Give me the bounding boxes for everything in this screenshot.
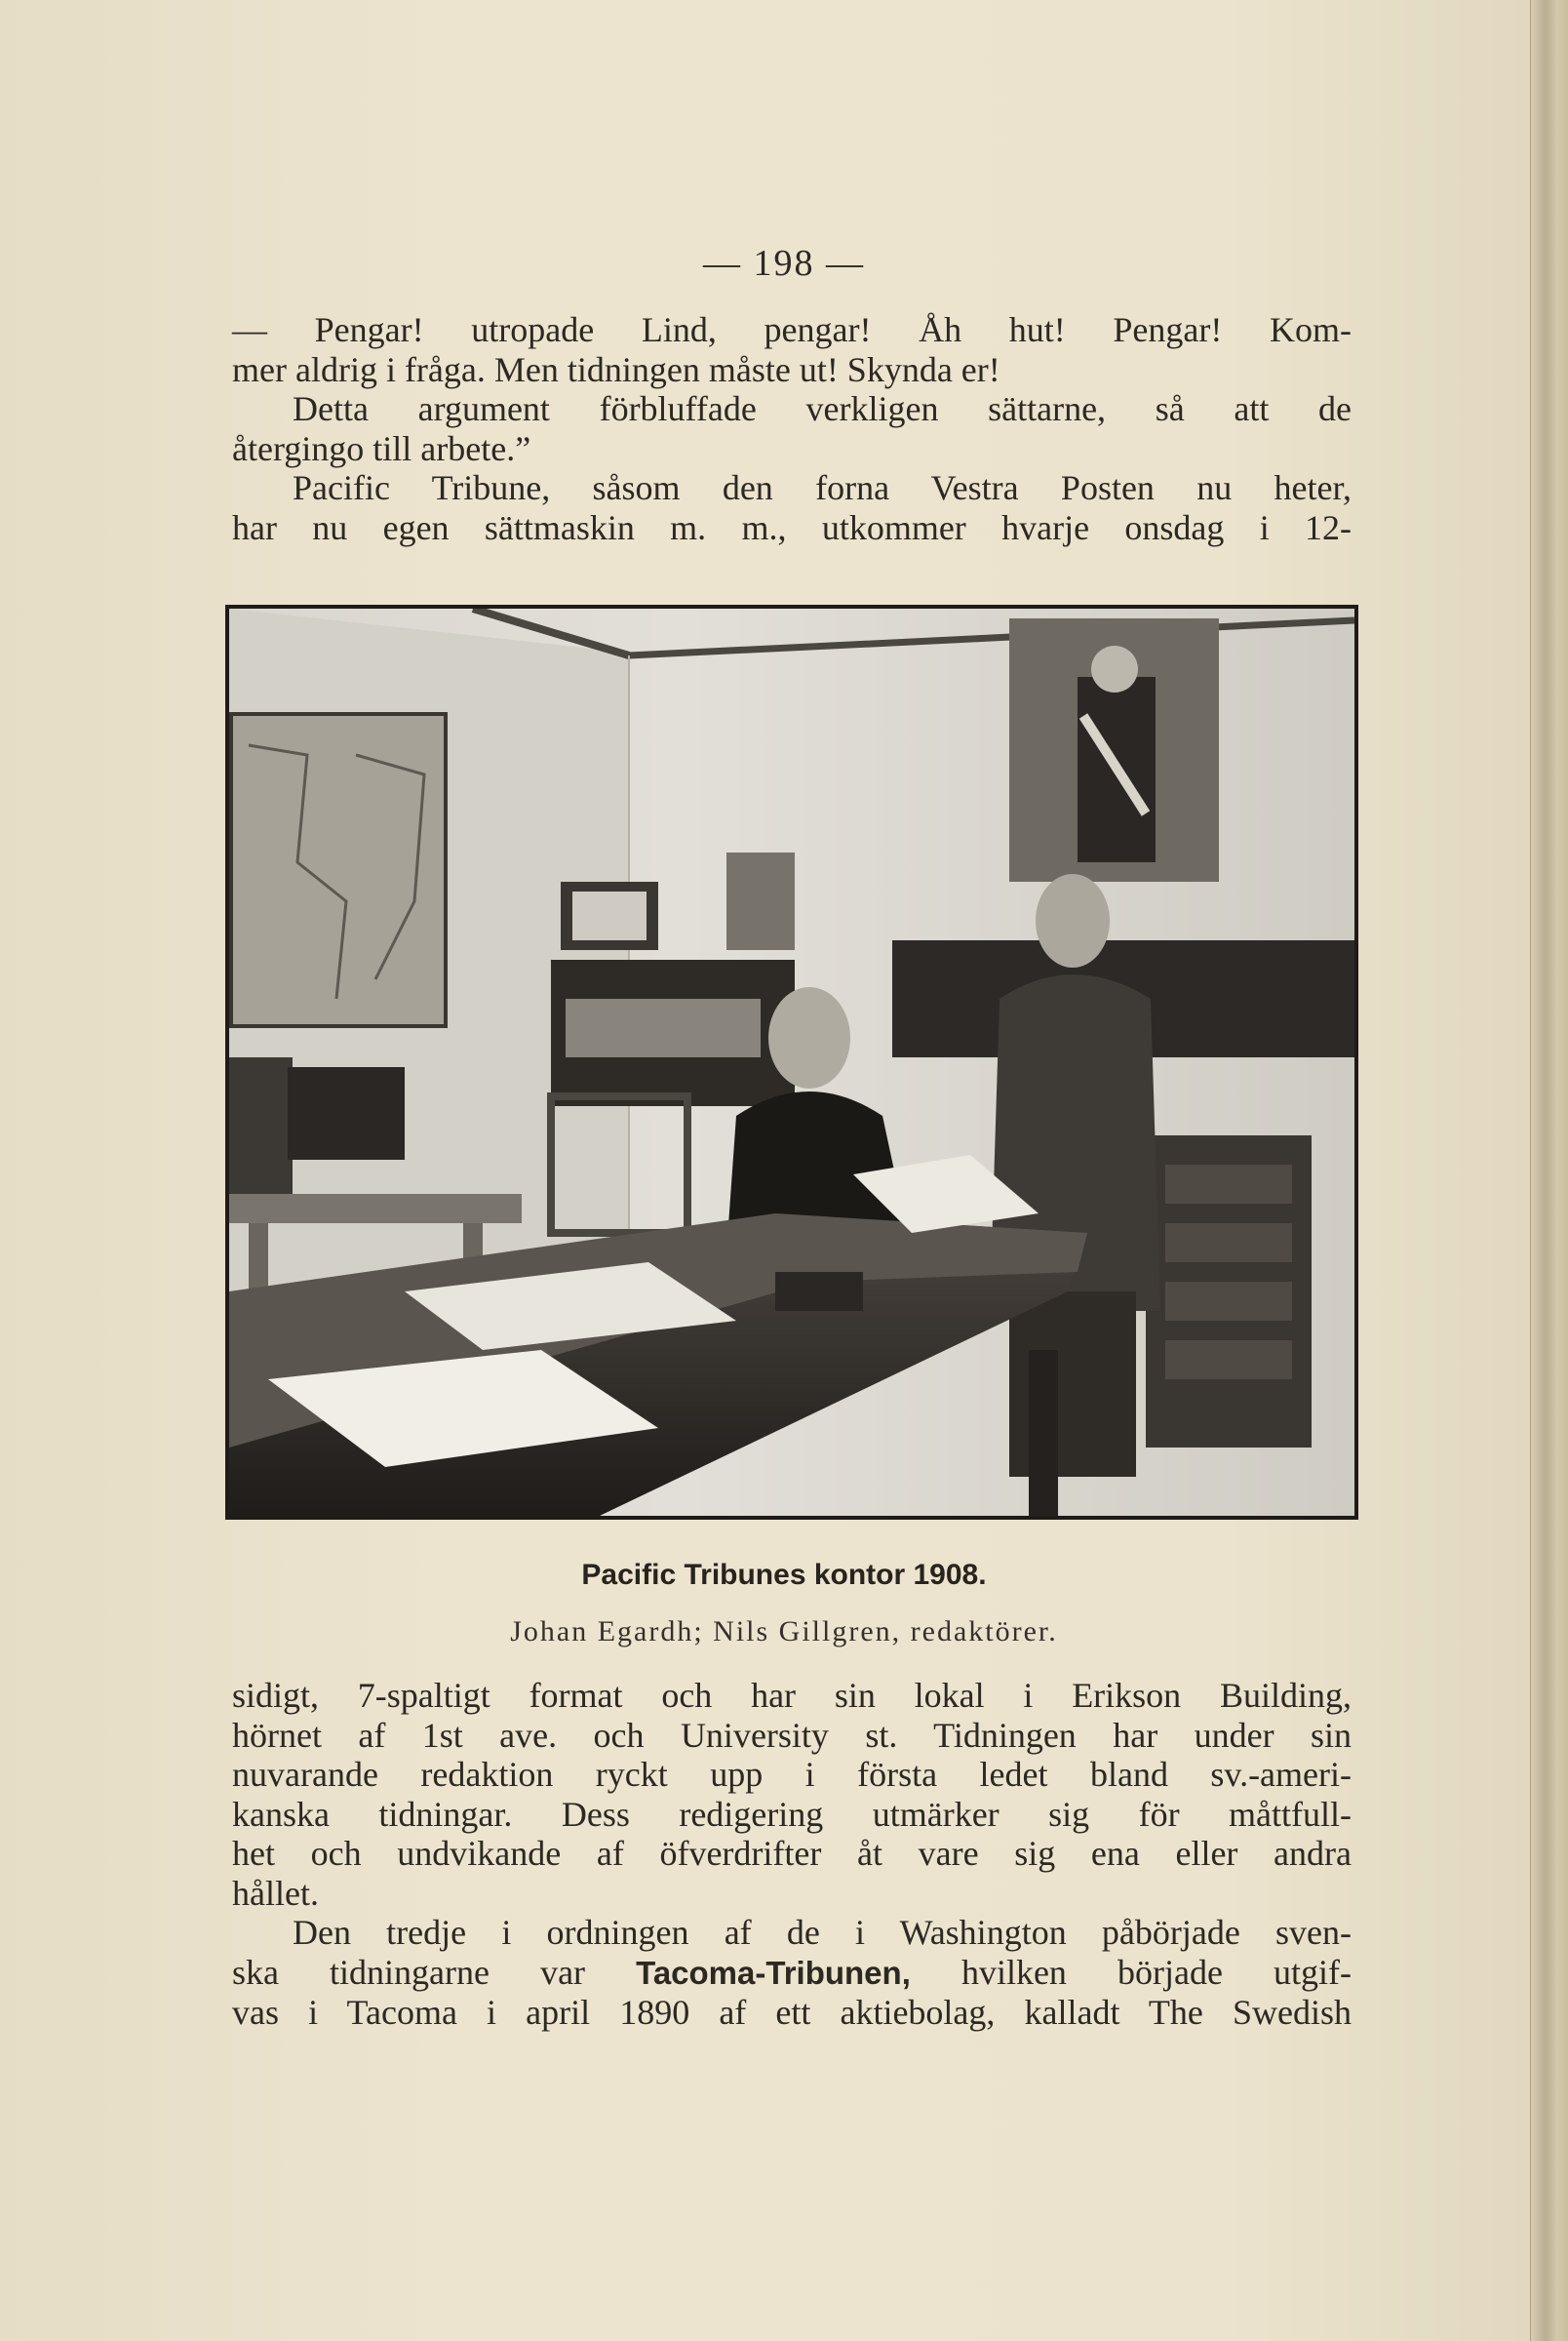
text-fragment: ska tidningarne var [232, 1952, 637, 1992]
office-photograph [225, 605, 1358, 1520]
text-line: Detta argument förbluffade verkligen sättarne, så att de [293, 389, 1352, 428]
text-line: — Pengar! utropade Lind, pengar! Åh hut! Pengar! Kom- [232, 310, 1352, 349]
book-spine [1530, 0, 1568, 2341]
text-line [232, 1953, 1352, 1994]
newspaper-name: Tacoma-Tribunen, [636, 1954, 911, 1991]
text-line: Pacific Tribune, såsom den forna Vestra Posten nu heter, [293, 468, 1352, 507]
text-line: hållet. [232, 1873, 319, 1913]
text-line: mer aldrig i fråga. Men tidningen måste ut! Skynda er! [232, 349, 1000, 389]
text-line: het och undvikande af öfverdrifter åt vare sig ena eller andra [232, 1834, 1352, 1873]
text-line: nuvarande redaktion ryckt upp i första ledet bland sv.-ameri- [232, 1755, 1352, 1794]
text-line: har nu egen sättmaskin m. m., utkommer hvarje onsdag i 12- [232, 507, 1352, 547]
top-paragraphs [232, 310, 1352, 547]
text-line: kanska tidningar. Dess redigering utmärker sig för måttfull- [232, 1794, 1352, 1834]
photo-subcaption: Johan Egardh; Nils Gillgren, redaktörer. [510, 1615, 1058, 1647]
bottom-paragraphs [232, 1676, 1352, 2033]
text-line: sidigt, 7-spaltigt format och har sin lokal i Erikson Building, [232, 1676, 1352, 1715]
text-line: vas i Tacoma i april 1890 af ett aktiebolag, kalladt The Swedish [232, 1993, 1352, 2032]
text-fragment: hvilken började utgif- [910, 1952, 1352, 1992]
text-line: Den tredje i ordningen af de i Washington påbörjade sven- [293, 1913, 1352, 1952]
photo-caption: Pacific Tribunes kontor 1908. [581, 1559, 987, 1591]
text-line: återgingo till arbete.” [232, 428, 531, 468]
page-number: — 198 — [703, 243, 865, 284]
text-line: hörnet af 1st ave. och University st. Tidningen har under sin [232, 1715, 1352, 1755]
